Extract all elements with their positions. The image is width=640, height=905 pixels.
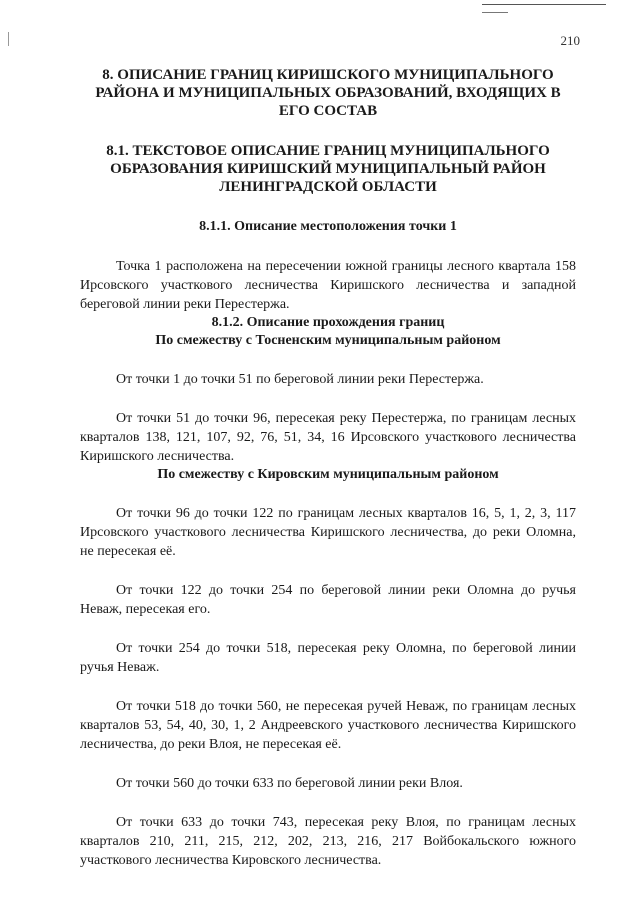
tosno-heading: По смежеству с Тосненским муниципальным районом — [155, 333, 501, 348]
scan-artifact-mark — [8, 32, 9, 46]
page-number: 210 — [560, 33, 580, 48]
scan-artifact-line-short — [482, 12, 508, 13]
section-title: 8. ОПИСАНИЕ ГРАНИЦ КИРИШСКОГО МУНИЦИПАЛЬНОГО РАЙОНА И МУНИЦИПАЛЬНЫХ ОБРАЗОВАНИЙ, ВХОДЯЩИХ В ЕГО СОСТАВ — [95, 67, 561, 119]
kirovsk-paragraph: От точки 633 до точки 743, пересекая реку Влоя, по границам лесных кварталов 210, 211, 215, 212, 202, 213, 216, 217 Войбокальского южного участкового лесничества Кировского лесничества. — [80, 815, 576, 868]
document-body — [80, 66, 576, 870]
kirovsk-paragraph: От точки 254 до точки 518, пересекая реку Оломна, по береговой линии ручья Неваж. — [80, 641, 576, 675]
scan-artifact-line — [482, 4, 606, 5]
kirovsk-heading: По смежеству с Кировским муниципальным районом — [157, 467, 499, 482]
kirovsk-paragraph: От точки 122 до точки 254 по береговой линии реки Оломна до ручья Неваж, пересекая его. — [80, 583, 576, 617]
tosno-paragraph: От точки 1 до точки 51 по береговой линии реки Перестержа. — [116, 372, 484, 387]
point-description: Точка 1 расположена на пересечении южной границы лесного квартала 158 Ирсовского участкового лесничества Киришского лесничества и западной береговой линии реки Перестержа. — [80, 259, 576, 312]
kirovsk-paragraph: От точки 96 до точки 122 по границам лесных кварталов 16, 5, 1, 2, 3, 117 Ирсовского участкового лесничества Киришского лесничества, до реки Оломна, не пересекая её. — [80, 506, 576, 559]
kirovsk-paragraph: От точки 560 до точки 633 по береговой линии реки Влоя. — [116, 776, 463, 791]
boundary-heading: 8.1.2. Описание прохождения границ — [211, 315, 445, 330]
kirovsk-paragraph: От точки 518 до точки 560, не пересекая ручей Неваж, по границам лесных кварталов 53, 54, 40, 30, 1, 2 Андреевского участкового лесничества Киришского лесничества, до реки Влоя, не пересекая её. — [80, 699, 576, 752]
subsection-title: 8.1. ТЕКСТОВОЕ ОПИСАНИЕ ГРАНИЦ МУНИЦИПАЛЬНОГО ОБРАЗОВАНИЯ КИРИШСКИЙ МУНИЦИПАЛЬНЫЙ РАЙОН ЛЕНИНГРАДСКОЙ ОБЛАСТИ — [106, 143, 550, 195]
tosno-paragraph: От точки 51 до точки 96, пересекая реку Перестержа, по границам лесных кварталов 138, 121, 107, 92, 76, 51, 34, 16 Ирсовского участкового лесничества Киришского лесничества. — [80, 411, 576, 464]
point-heading: 8.1.1. Описание местоположения точки 1 — [199, 219, 457, 234]
